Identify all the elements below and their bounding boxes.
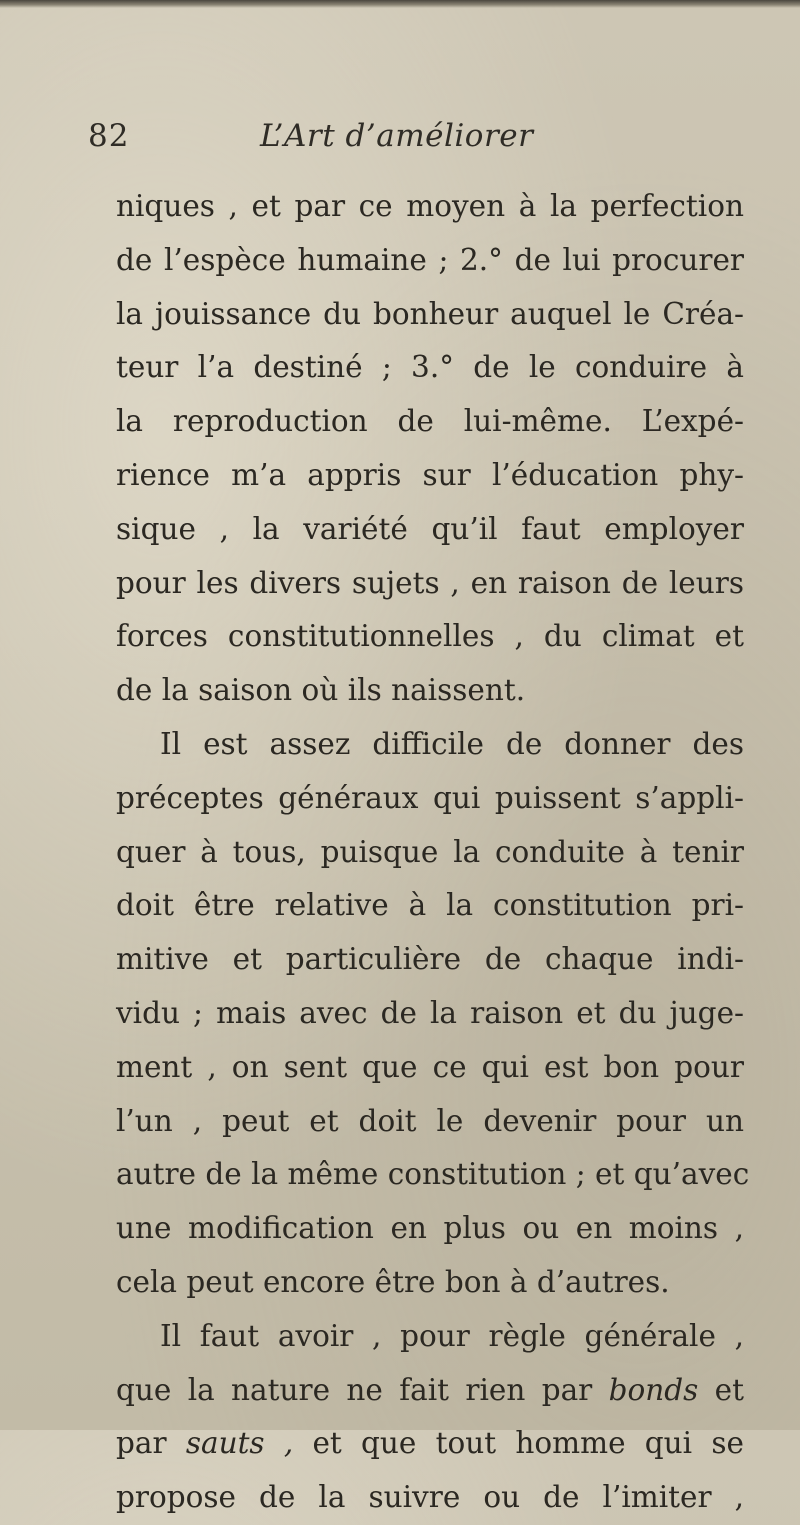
text-line: teur l’a destiné ; 3.° de le conduire à bbox=[116, 350, 744, 385]
text-line: quer à tous, puisque la conduite à tenir bbox=[116, 834, 744, 869]
text-segment: et bbox=[714, 1372, 744, 1407]
body-text bbox=[116, 180, 750, 1525]
text-line: niques , et par ce moyen à la perfection bbox=[116, 189, 744, 223]
text-line: forces constitutionnelles , du climat et bbox=[116, 619, 744, 654]
italic-word: sauts , bbox=[185, 1426, 294, 1461]
text-line: doit être relative à la constitution pri- bbox=[116, 888, 744, 923]
text-line: ment , on sent que ce qui est bon pour bbox=[116, 1049, 744, 1084]
text-line: mitive et particulière de chaque indi- bbox=[116, 942, 744, 977]
text-line: la jouissance du bonheur auquel le Créa- bbox=[116, 296, 744, 331]
text-line: de l’espèce humaine ; 2.° de lui procurer bbox=[116, 242, 744, 277]
text-line: pour les divers sujets , en raison de leurs bbox=[116, 565, 744, 600]
text-line: sique , la variété qu’il faut employer bbox=[116, 511, 744, 546]
paragraph-start-line: Il est assez difficile de donner des bbox=[160, 726, 744, 761]
text-line: une modification en plus ou en moins , bbox=[116, 1211, 744, 1246]
running-title: L’Art d’améliorer bbox=[260, 118, 534, 154]
page-top-edge bbox=[0, 0, 800, 8]
text-line: rience m’a appris sur l’éducation phy- bbox=[116, 457, 744, 492]
text-segment: et que tout homme qui se bbox=[312, 1426, 744, 1461]
text-line: préceptes généraux qui puissent s’appli- bbox=[116, 780, 744, 815]
text-line: vidu ; mais avec de la raison et du juge- bbox=[116, 995, 744, 1030]
paragraph-start-line: Il faut avoir , pour règle générale , bbox=[160, 1318, 744, 1353]
text-line: l’un , peut et doit le devenir pour un bbox=[116, 1103, 744, 1138]
text-line-with-italic bbox=[116, 1417, 744, 1471]
text-line: cela peut encore être bon à d’autres. bbox=[116, 1264, 670, 1299]
page-number: 82 bbox=[88, 118, 130, 154]
italic-word: bonds bbox=[608, 1372, 699, 1407]
text-segment: que la nature ne fait rien par bbox=[116, 1372, 593, 1407]
text-line: propose de la suivre ou de l’imiter , bbox=[116, 1480, 744, 1515]
text-line: de la saison où ils naissent. bbox=[116, 673, 526, 708]
page-header bbox=[88, 118, 728, 168]
text-segment: par bbox=[116, 1426, 167, 1461]
text-line: autre de la même constitution ; et qu’avec bbox=[116, 1157, 750, 1192]
text-line-with-italic bbox=[116, 1364, 744, 1418]
text-line: la reproduction de lui-même. L’expé- bbox=[116, 404, 744, 439]
